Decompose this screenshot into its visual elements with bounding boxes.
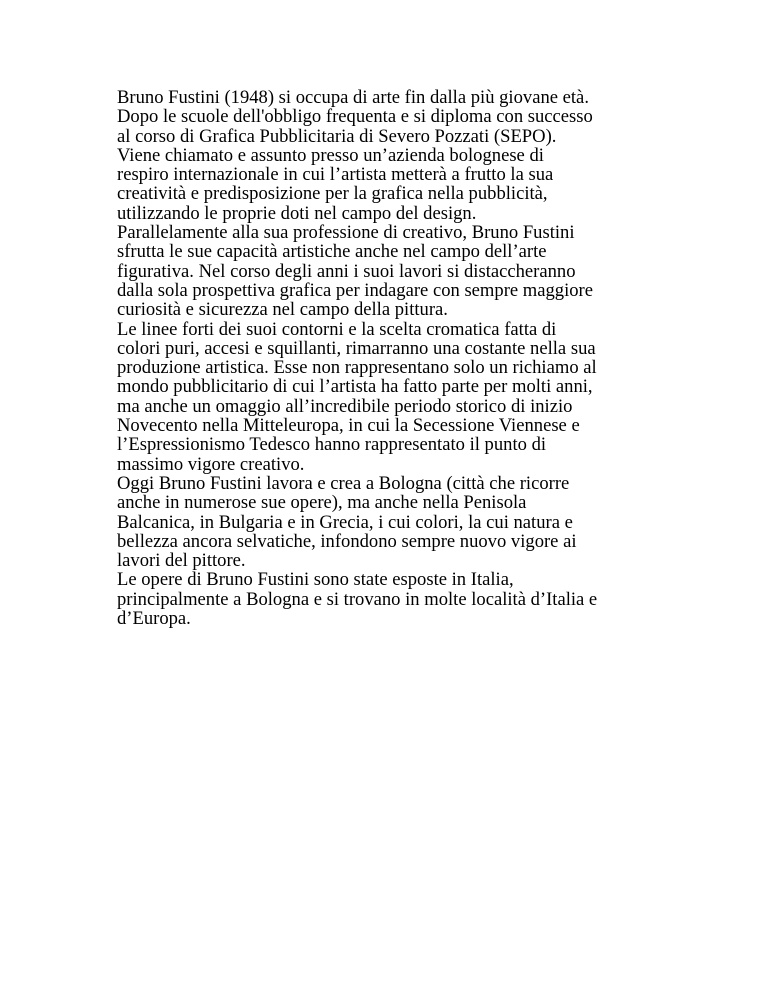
text-line: sfrutta le sue capacità artistiche anche nel campo dell’arte: [117, 241, 547, 263]
text-line: colori puri, accesi e squillanti, rimarranno una costante nella sua: [117, 337, 596, 359]
paragraph-today: [117, 474, 677, 570]
text-line: d’Europa.: [117, 608, 191, 630]
text-line: ma anche un omaggio all’incredibile periodo storico di inizio: [117, 395, 573, 417]
text-line: principalmente a Bologna e si trovano in molte località d’Italia e: [117, 588, 598, 610]
paragraph-figurative-art: [117, 223, 677, 319]
text-line: dalla sola prospettiva grafica per indagare con sempre maggiore: [117, 279, 594, 301]
text-line: figurativa. Nel corso degli anni i suoi lavori si distaccheranno: [117, 260, 576, 282]
paragraph-exhibitions: [117, 570, 677, 628]
text-line: l’Espressionismo Tedesco hanno rappresentato il punto di: [117, 434, 547, 456]
text-line: bellezza ancora selvatiche, infondono sempre nuovo vigore ai: [117, 530, 577, 552]
text-line: Novecento nella Mitteleuropa, in cui la Secessione Viennese e: [117, 415, 580, 437]
text-line: Le opere di Bruno Fustini sono state esposte in Italia,: [117, 569, 514, 591]
text-line: creatività e predisposizione per la grafica nella pubblicità,: [117, 183, 548, 205]
text-line: lavori del pittore.: [117, 550, 246, 572]
text-line: al corso di Grafica Pubblicitaria di Severo Pozzati (SEPO).: [117, 125, 557, 147]
text-line: Le linee forti dei suoi contorni e la scelta cromatica fatta di: [117, 318, 557, 340]
text-line: mondo pubblicitario di cui l’artista ha fatto parte per molti anni,: [117, 376, 593, 398]
text-line: Balcanica, in Bulgaria e in Grecia, i cui colori, la cui natura e: [117, 511, 573, 533]
text-line: Oggi Bruno Fustini lavora e crea a Bologna (città che ricorre: [117, 472, 570, 494]
paragraph-intro: [117, 88, 677, 223]
text-line: Dopo le scuole dell'obbligo frequenta e si diploma con successo: [117, 106, 593, 128]
document-page: [117, 88, 677, 628]
text-line: anche in numerose sue opere), ma anche nella Penisola: [117, 492, 527, 514]
text-line: massimo vigore creativo.: [117, 453, 305, 475]
paragraph-style: [117, 320, 677, 474]
text-line: Bruno Fustini (1948) si occupa di arte fin dalla più giovane età.: [117, 87, 589, 108]
text-line: Viene chiamato e assunto presso un’azienda bolognese di: [117, 144, 544, 166]
text-line: produzione artistica. Esse non rappresentano solo un richiamo al: [117, 357, 597, 379]
text-line: Parallelamente alla sua professione di creativo, Bruno Fustini: [117, 222, 575, 244]
text-line: curiosità e sicurezza nel campo della pittura.: [117, 299, 448, 321]
text-line: respiro internazionale in cui l’artista metterà a frutto la sua: [117, 164, 554, 186]
text-line: utilizzando le proprie doti nel campo del design.: [117, 202, 477, 224]
